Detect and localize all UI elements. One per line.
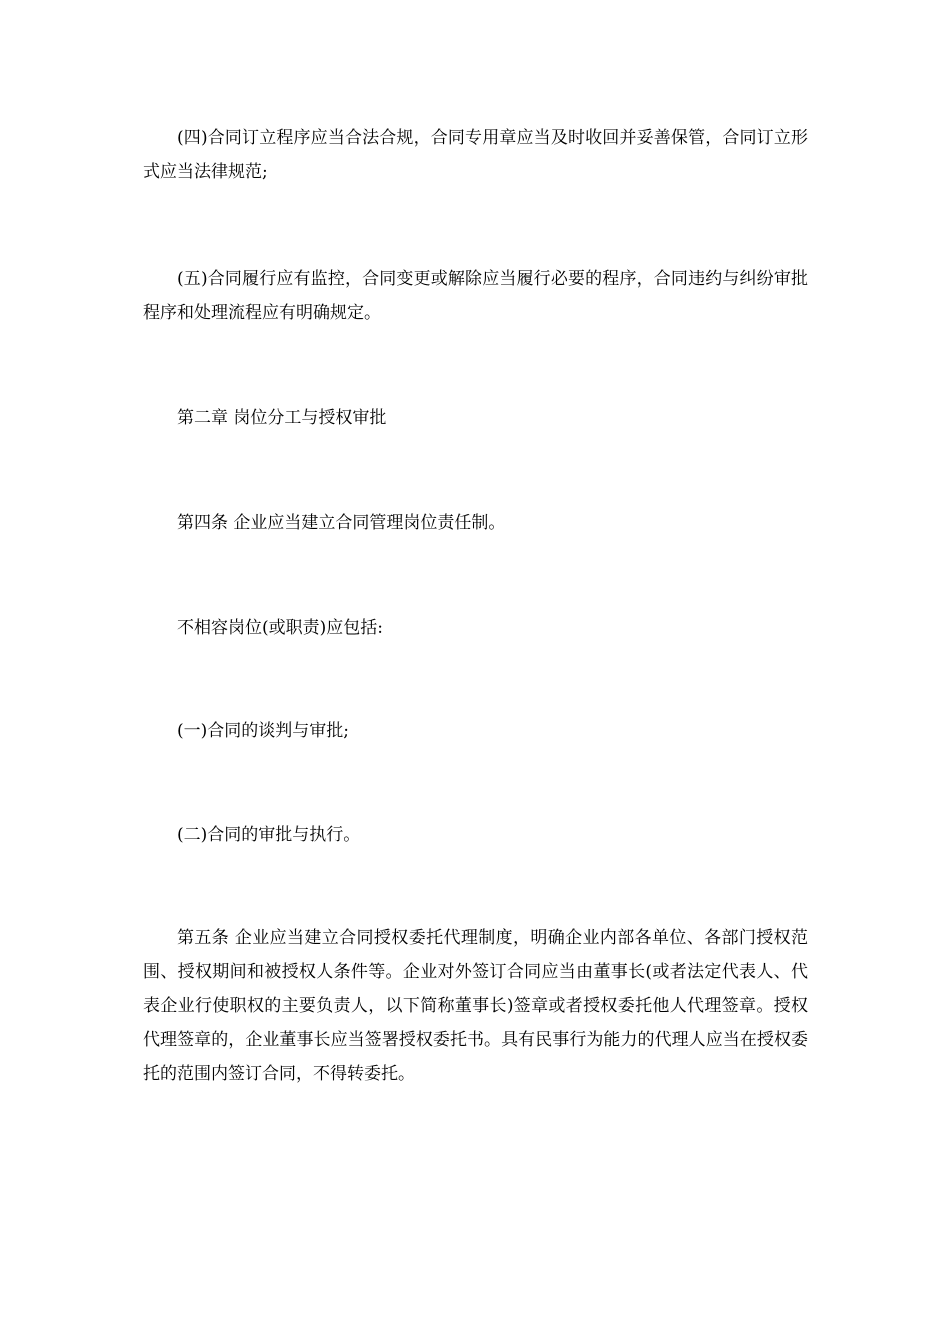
chapter-heading: 第二章 岗位分工与授权审批 [177,408,387,428]
paragraph-clause-5: (五)合同履行应有监控，合同变更或解除应当履行必要的程序，合同违约与纠纷审批程序和处理流程应有明确规定。 [143,269,808,323]
article-five: 第五条 企业应当建立合同授权委托代理制度，明确企业内部各单位、各部门授权范围、授权期间和被授权人条件等。企业对外签订合同应当由董事长(或者法定代表人、代表企业行使职权的主要负责人，以下简称董事长)签章或者授权委托他人代理签章。授权代理签章的，企业董事长应当签署授权委托书。具有民事行为能力的代理人应当在授权委托的范围内签订合同，不得转委托。 [143,928,808,1084]
article-four: 第四条 企业应当建立合同管理岗位责任制。 [177,513,506,533]
paragraph-clause-4: (四)合同订立程序应当合法合规，合同专用章应当及时收回并妥善保管，合同订立形式应当法律规范; [143,128,808,182]
list-item-two: (二)合同的审批与执行。 [177,825,361,845]
list-item-one: (一)合同的谈判与审批; [177,721,349,741]
incompatible-positions-intro: 不相容岗位(或职责)应包括: [177,618,383,638]
